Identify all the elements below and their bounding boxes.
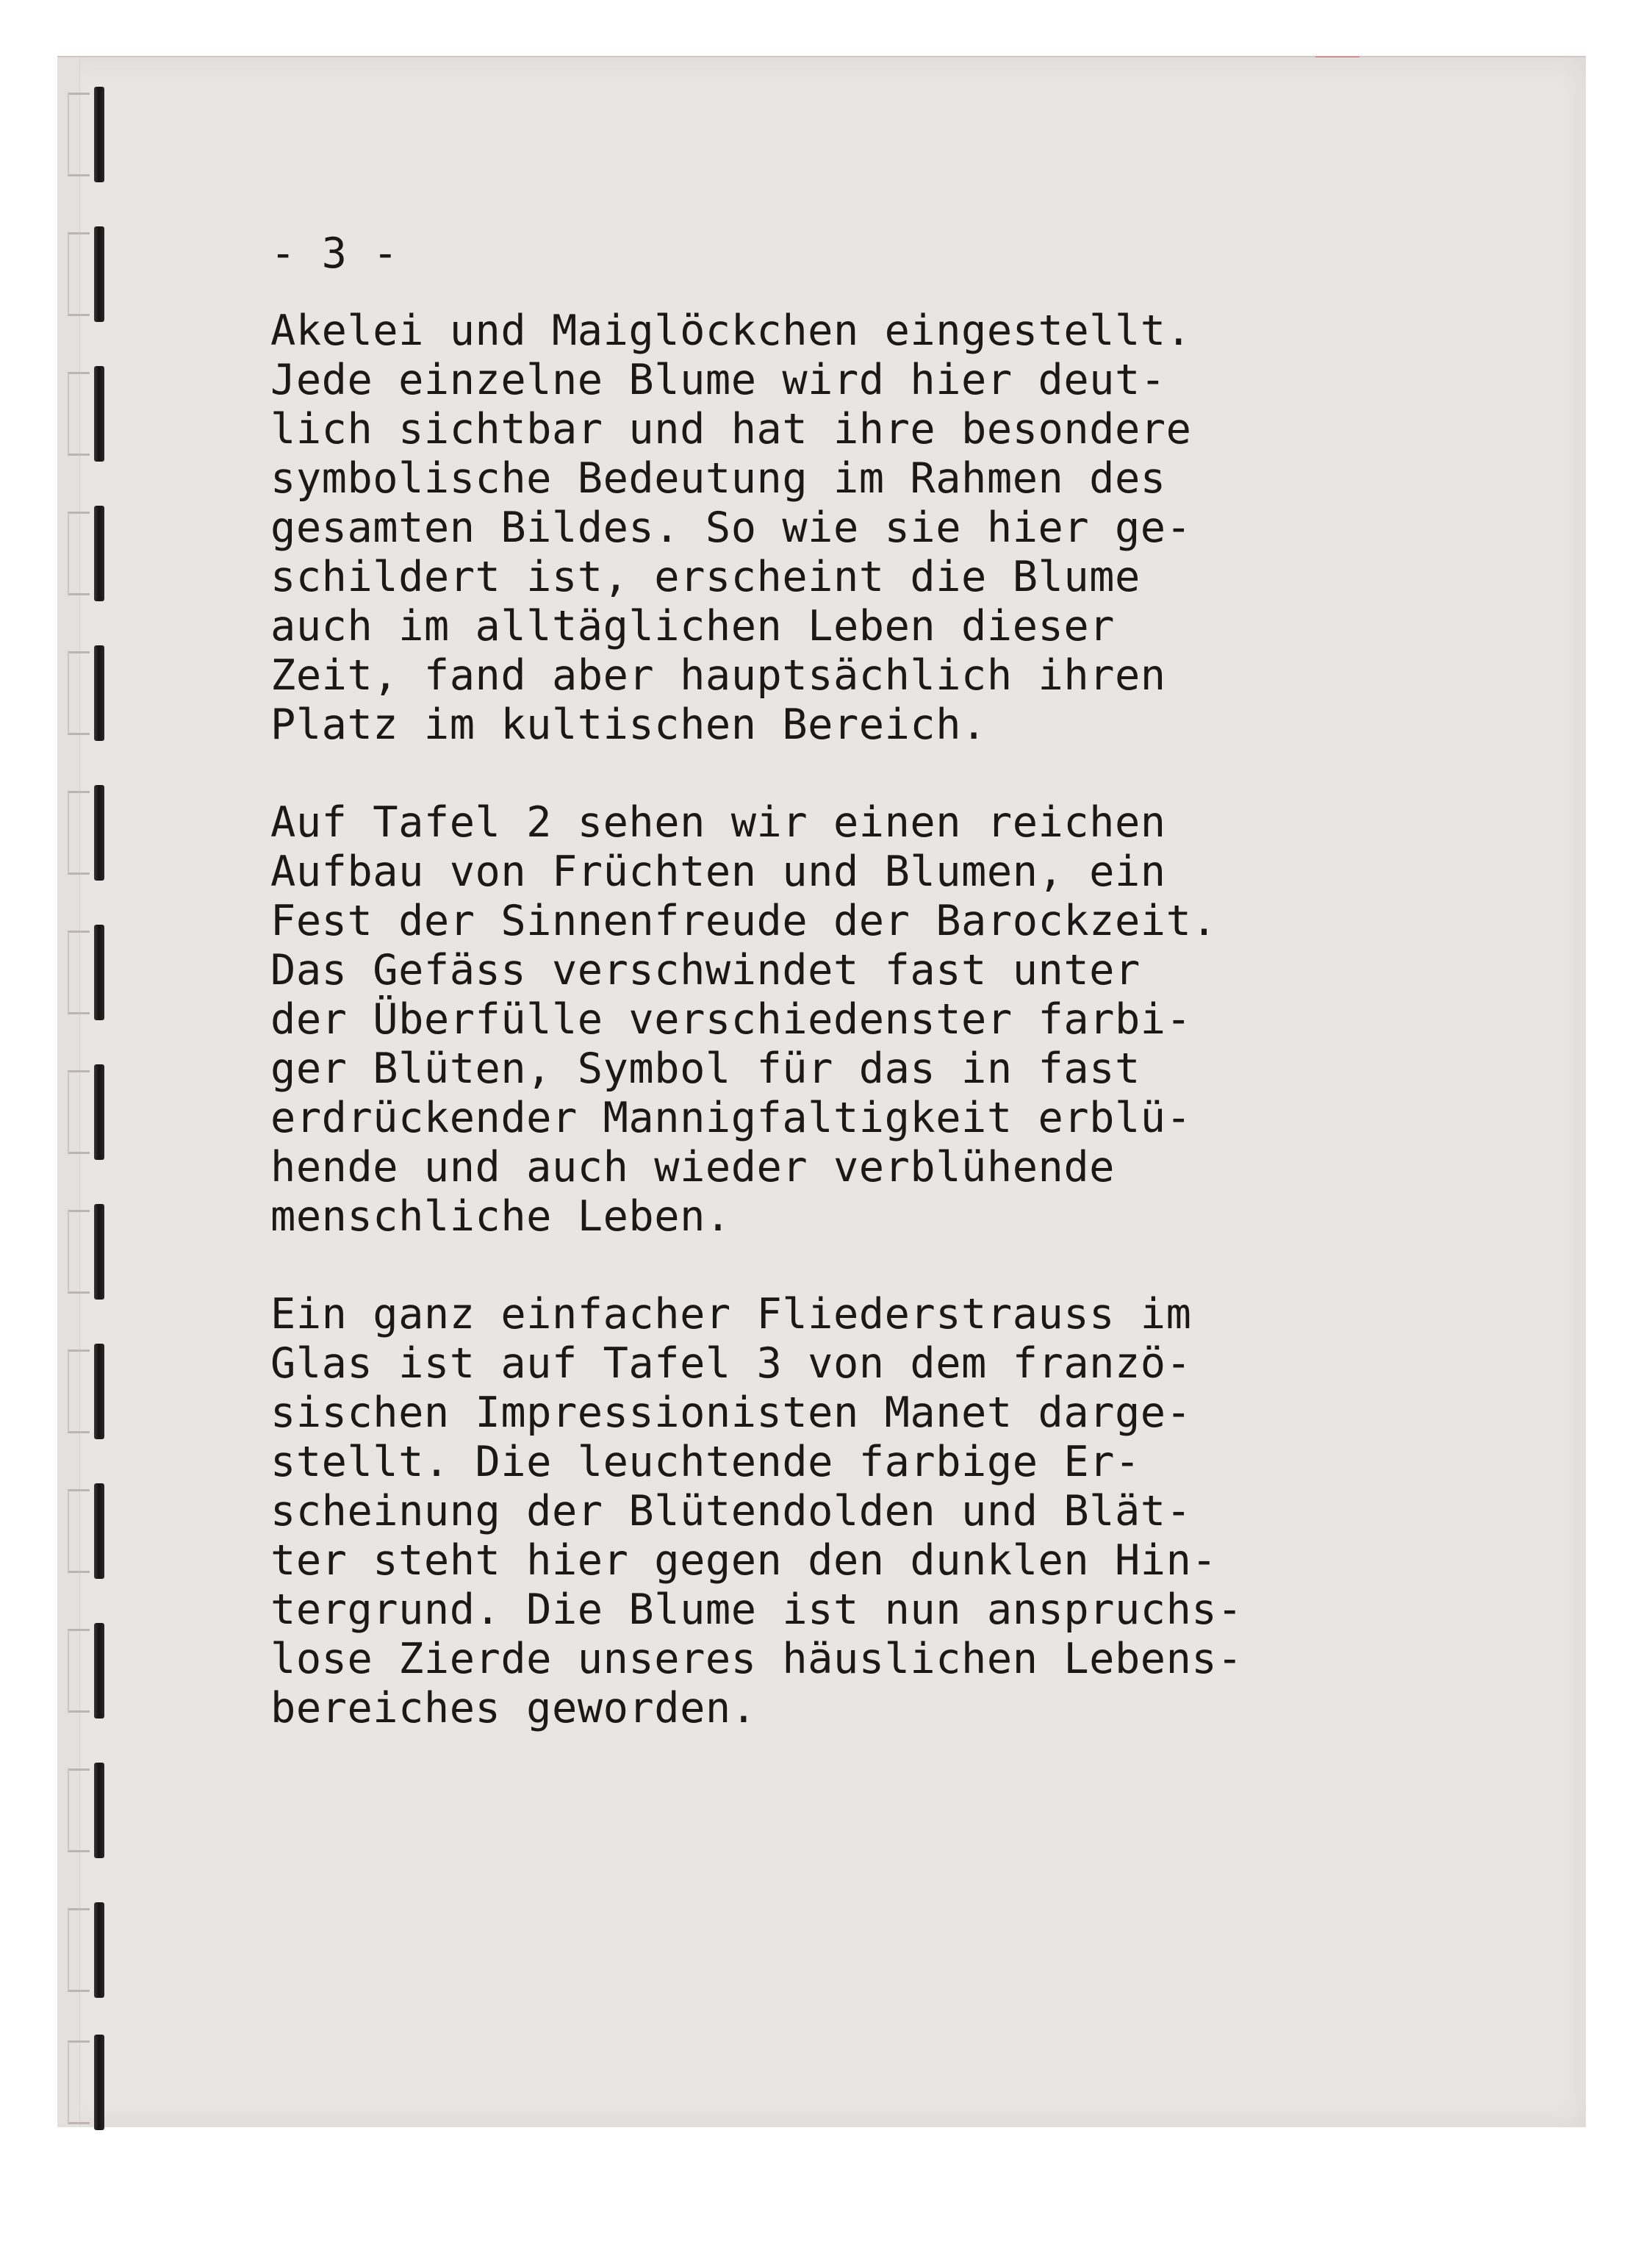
binding-coil <box>87 1623 112 1719</box>
paragraph-1 <box>270 307 1483 750</box>
text-line: Zeit, fand aber hauptsächlich ihren <box>270 651 1166 700</box>
text-line: der Überfülle verschiedenster farbi- <box>270 995 1192 1044</box>
binding-coil <box>87 87 112 182</box>
text-line: Glas ist auf Tafel 3 von dem franzö- <box>270 1339 1192 1388</box>
text-line: hende und auch wieder verblühende <box>270 1143 1115 1191</box>
text-line: gesamten Bildes. So wie sie hier ge- <box>270 503 1192 552</box>
text-line: scheinung der Blütendolden und Blät- <box>270 1487 1192 1535</box>
typewritten-text <box>270 229 1483 1782</box>
binding-coil <box>87 366 112 462</box>
text-line: Akelei und Maiglöckchen eingestellt. <box>270 307 1192 355</box>
binding-coil <box>87 785 112 881</box>
text-line: Auf Tafel 2 sehen wir einen reichen <box>270 798 1166 847</box>
text-line: stellt. Die leuchtende farbige Er- <box>270 1438 1141 1486</box>
text-line: Fest der Sinnenfreude der Barockzeit. <box>270 897 1218 945</box>
text-line: bereiches geworden. <box>270 1684 757 1732</box>
text-line: tergrund. Die Blume ist nun anspruchs- <box>270 1585 1243 1634</box>
page-number: - 3 - <box>270 229 399 278</box>
binding-coil <box>87 506 112 601</box>
binding-coil <box>87 645 112 741</box>
text-line: menschliche Leben. <box>270 1192 731 1241</box>
text-line: lich sichtbar und hat ihre besondere <box>270 405 1192 454</box>
binding-coil <box>87 1344 112 1439</box>
paragraph-2 <box>270 798 1483 1241</box>
text-line: ger Blüten, Symbol für das in fast <box>270 1044 1141 1093</box>
paragraph-3 <box>270 1290 1483 1733</box>
binding-coil <box>87 1902 112 1998</box>
text-line: ter steht hier gegen den dunklen Hin- <box>270 1536 1218 1585</box>
text-line: sischen Impressionisten Manet darge- <box>270 1388 1192 1437</box>
text-line: Jede einzelne Blume wird hier deut- <box>270 356 1166 404</box>
binding-coil <box>87 1763 112 1858</box>
text-line: schildert ist, erscheint die Blume <box>270 553 1141 601</box>
text-line: Aufbau von Früchten und Blumen, ein <box>270 847 1166 896</box>
text-line: auch im alltäglichen Leben dieser <box>270 602 1115 651</box>
text-line: erdrückender Mannigfaltigkeit erblü- <box>270 1094 1192 1142</box>
binding-coil <box>87 1483 112 1579</box>
binding-coil <box>87 1204 112 1300</box>
text-line: Platz im kultischen Bereich. <box>270 700 987 749</box>
binding-coil <box>87 1064 112 1160</box>
binding-coil <box>87 925 112 1020</box>
binding-coil <box>87 226 112 322</box>
text-line: symbolische Bedeutung im Rahmen des <box>270 454 1166 503</box>
text-line: Ein ganz einfacher Fliederstrauss im <box>270 1290 1192 1338</box>
text-line: lose Zierde unseres häuslichen Lebens- <box>270 1635 1243 1683</box>
binding-coil <box>87 2035 112 2130</box>
text-line: Das Gefäss verschwindet fast unter <box>270 946 1141 995</box>
